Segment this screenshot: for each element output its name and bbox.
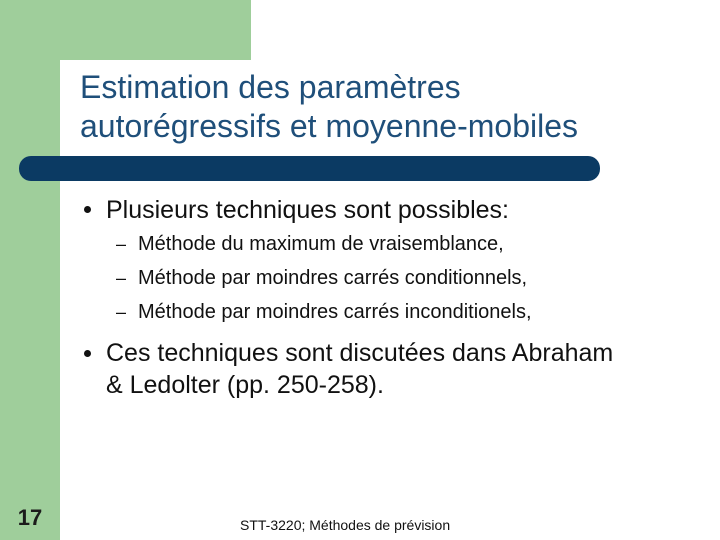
bullet-text: Plusieurs techniques sont possibles: [106, 196, 510, 224]
slide-title-line2: autorégressifs et moyenne-mobiles [80, 108, 579, 144]
slide-title-line1: Estimation des paramètres [80, 69, 461, 105]
dash-icon: – [116, 234, 127, 254]
left-accent-column [0, 0, 60, 540]
sub-bullet-text: Méthode par moindres carrés inconditionels, [138, 301, 532, 323]
bullet-dot-icon [84, 350, 91, 357]
page-number: 17 [17, 505, 43, 530]
footer-text: STT-3220; Méthodes de prévision [240, 517, 451, 533]
bullet-text-line2: & Ledolter (pp. 250-258). [106, 371, 384, 399]
slide-title [80, 68, 700, 146]
dash-icon: – [116, 302, 127, 322]
bullet-dot-icon [84, 206, 91, 213]
dash-icon: – [116, 268, 127, 288]
title-divider-bar [19, 156, 600, 181]
bullet-text-line1: Ces techniques sont discutées dans Abraham [106, 339, 614, 367]
sub-bullet-text: Méthode par moindres carrés conditionnels, [138, 267, 528, 289]
top-accent-band [0, 0, 251, 60]
sub-bullet-text: Méthode du maximum de vraisemblance, [138, 233, 504, 255]
